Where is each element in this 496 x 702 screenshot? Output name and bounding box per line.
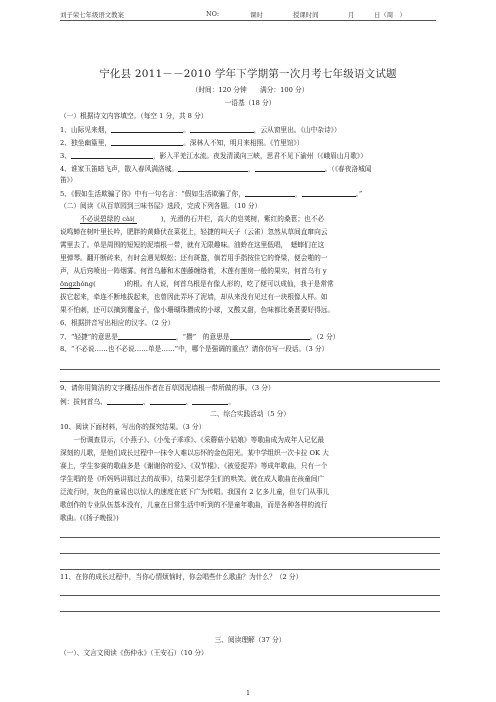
- material-line: 歌创作的专业队伍基本没有，儿童在日常生活中听到的不是童年歌曲，而是各种各样的流行: [60, 501, 328, 509]
- exam-subtitle: （时间：120 分钟 满分：100 分）: [191, 86, 309, 94]
- part-3-heading: （一）、文言文阅读《伤仲永》（王安石）（10 分）: [60, 649, 208, 657]
- question-4-cont: 笛》）: [60, 176, 77, 184]
- question-9-example: 例：拔何首乌、 、 、 。: [60, 398, 235, 406]
- exam-title: 宁化县 2011－－2010 学年下学期第一次月考七年级语文试题: [99, 68, 397, 80]
- material-line: 歌曲。(《扬子晚报》): [60, 514, 119, 522]
- passage-line: 说鸣蝉在树叶里长吟，肥胖的黄蜂伏在菜花上，轻捷的叫天子（云雀）忽然从草间直窜向云: [60, 228, 328, 236]
- answer-blank[interactable]: [118, 332, 176, 340]
- question-8: 8、“不必说……也不必说……单是……”中，哪个是强调的重点？请你仿写一段话。（3 分）: [60, 345, 329, 353]
- answer-line[interactable]: [60, 369, 440, 370]
- material-line: 赛上，学生参赛的歌曲多是《谢谢你的爱》、《双节棍》、《被爱捉弄》等成年歌曲，只有一个: [60, 462, 328, 470]
- question-5: 5、《假如生活欺骗了你》中有一句名言：“假如生活欺骗了你， ， 。”: [60, 190, 363, 198]
- section-2-heading: 二、综合实践活动（5 分）: [210, 410, 290, 418]
- material-line: 深刻的儿歌，是他们成长过程中一抹令人难以忘怀的金色阳光。某中学组织一次卡拉 OK 大: [60, 449, 329, 457]
- section-3-heading: 三、阅读理解（37 分）: [214, 636, 286, 644]
- part-1-heading: （一）根据诗文内容填空。（每空 1 分，共 8 分）: [60, 112, 208, 120]
- header-teach-time: 授课时间: [293, 11, 319, 19]
- question-3: 3、 ，影入平羌江水流。夜发清溪向三峡，思君不见下渝州（《峨眉山月歌》）: [60, 152, 367, 160]
- header-teacher: 刘子荣七年级语文教案: [60, 11, 124, 19]
- answer-line[interactable]: [60, 537, 440, 538]
- question-9: 9、请你用简洁的文字概括出作者在百草园泥墙根一带所做的事。（3 分）: [60, 384, 275, 392]
- passage-line: ōngzhǒng( )的根。有人说，何首乌根是有像人形的，吃了便可以成仙，我于是常常: [60, 280, 334, 288]
- answer-line[interactable]: [60, 595, 440, 596]
- passage-line: 拔它起来，牵连不断地拔起来，也曾因此弄坏了泥墙，却从来没有见过有一块根像人样。如: [60, 293, 328, 301]
- section-1-heading: 一语基（18 分）: [224, 99, 276, 107]
- answer-blank[interactable]: [190, 125, 254, 133]
- passage-line: 不必说碧绿的 cài( )，光滑的石井栏，高大的皂荚树，紫红的桑葚；也不必: [80, 215, 325, 223]
- passage-line: 霄里去了。单是周围的短短的泥墙根一带，就有无限趣味。油蛉在这里低唱， 蟋蟀们在这: [60, 241, 325, 249]
- question-4: 4、谁家玉笛暗飞声，散入春风满洛城。 ， 。（《春夜洛城闻: [60, 165, 372, 173]
- answer-blank[interactable]: [255, 164, 325, 172]
- passage-line: 里弹琴。翻开断砖来，有时会遇见蜈蚣；还有斑蝥，倘若用手指按住它的脊梁，便会啪的一: [60, 254, 328, 262]
- question-10: 10、阅读下面材料，写出你的探究结果。（3 分）: [60, 423, 206, 431]
- answer-blank[interactable]: [302, 189, 356, 197]
- header-no: NO:: [206, 10, 219, 18]
- answer-blank[interactable]: [111, 138, 183, 146]
- answer-line[interactable]: [60, 381, 440, 382]
- passage-line: 声，从后窍喷出一阵烟雾。何首乌藤和木莲藤缠络着，木莲有莲房一般的果实，何首乌有 y: [60, 267, 327, 275]
- answer-line[interactable]: [60, 611, 440, 612]
- material-line: 一份调查显示，《小燕子》、《小兔子乖乖》、《采蘑菇小姑娘》等歌曲成为成年人记忆最: [60, 436, 325, 444]
- question-7: 7、“轻捷”的意思是 ，“攒” 的意思是 。（2 分）: [60, 333, 340, 341]
- material-line: 泛流行时，灰色的童谣也以惊人的速度在底下广为传唱。我国有 2 亿多儿童，但专门从事儿: [60, 488, 330, 496]
- answer-blank[interactable]: [192, 397, 228, 405]
- answer-line[interactable]: [60, 553, 440, 554]
- answer-blank[interactable]: [178, 164, 248, 172]
- answer-line[interactable]: [60, 569, 440, 570]
- header-period: 课时: [250, 11, 263, 19]
- answer-blank[interactable]: [245, 189, 295, 197]
- question-6: 6、根据拼音写出相应的汉字。（2 分）: [60, 319, 175, 327]
- question-1: 1、山际见来烟， 。 ，云从窗里出。《山中杂诗》）: [60, 126, 341, 134]
- page-header: [60, 6, 436, 21]
- material-line: 学生唱的是《听妈妈讲那过去的故事》，结果引起学生们的哄笑。就在成人歌曲在孩童间广: [60, 475, 325, 483]
- answer-blank[interactable]: [150, 397, 186, 405]
- page-number: 1: [246, 690, 250, 697]
- answer-blank[interactable]: [71, 151, 153, 159]
- answer-blank[interactable]: [111, 125, 183, 133]
- question-2: 2、独坐幽篁里， 。深林人不知，明月来相照。《竹里馆》）: [60, 139, 304, 147]
- part-2-heading: （二）阅读《从百草园到三味书屋》选段，完成下列各题。（10 分）: [60, 202, 262, 210]
- header-month: 月: [348, 11, 355, 19]
- header-day: 日（周 ）: [374, 11, 406, 19]
- answer-blank[interactable]: [107, 397, 143, 405]
- passage-line: 果不怕刺，还可以摘到覆盆子，像小珊瑚珠攒成的小球，又酸又甜，色味都比桑葚要好得远。: [60, 306, 335, 314]
- answer-blank[interactable]: [230, 332, 310, 340]
- question-11: 11、在你的成长过程中，当你心情烦恼时，你会唱些什么歌曲？为什么？（2 分）: [60, 573, 303, 581]
